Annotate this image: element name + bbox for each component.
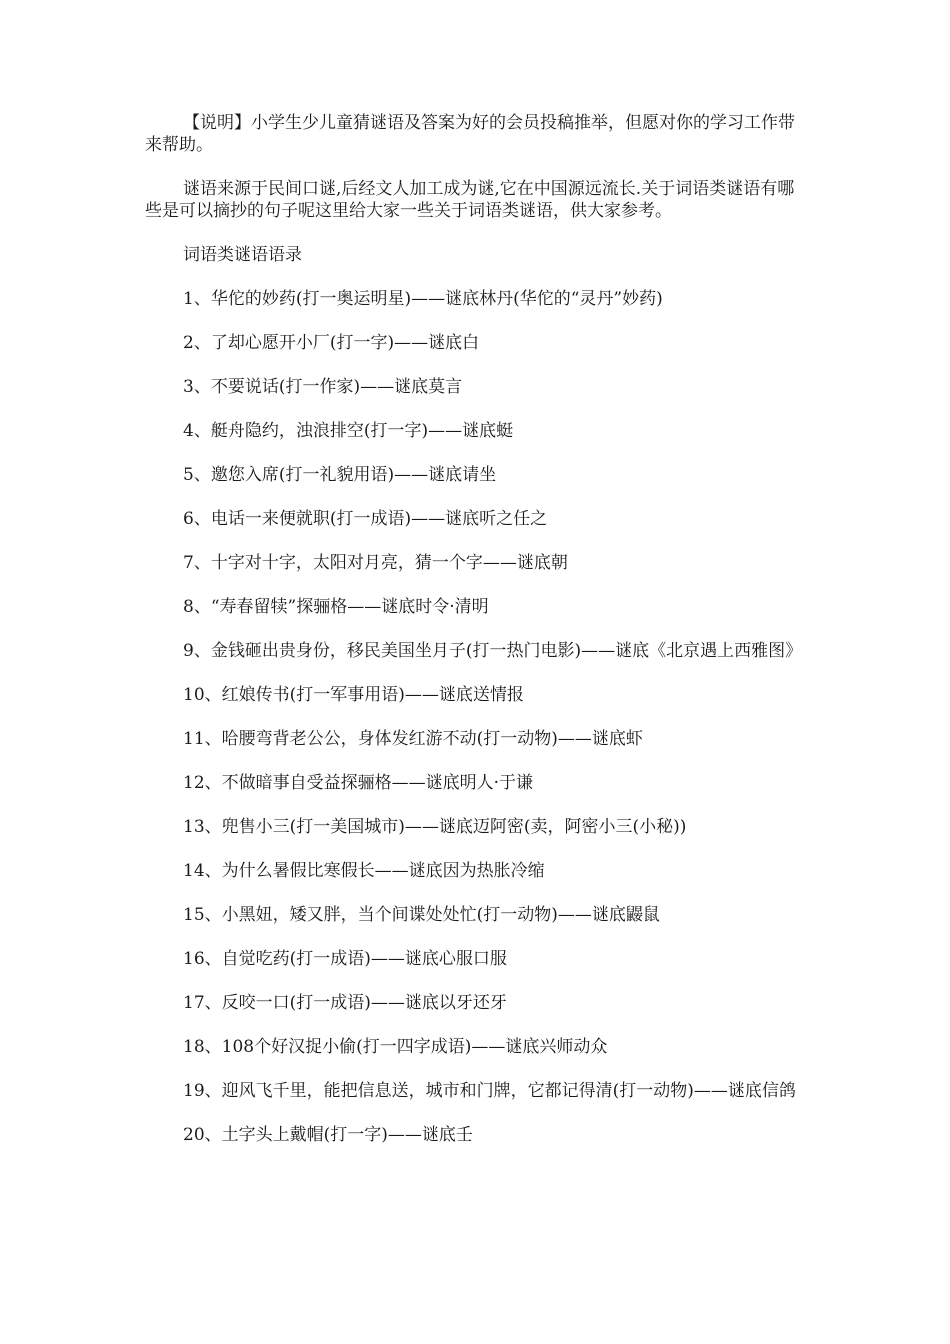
riddle-item: 11、哈腰弯背老公公，身体发红游不动(打一动物)——谜底虾 [183,729,643,749]
riddle-item: 5、邀您入席(打一礼貌用语)——谜底请坐 [183,465,497,485]
riddle-item: 20、土字头上戴帽(打一字)——谜底壬 [183,1125,473,1145]
riddle-item: 18、108个好汉捉小偷(打一四字成语)——谜底兴师动众 [183,1037,608,1057]
riddle-item: 9、金钱砸出贵身份，移民美国坐月子(打一热门电影)——谜底《北京遇上西雅图》 [183,641,803,661]
section-title: 词语类谜语语录 [183,245,302,265]
riddle-item: 19、迎风飞千里，能把信息送，城市和门牌，它都记得清(打一动物)——谜底信鸽 [183,1081,796,1101]
riddle-item: 15、小黑妞，矮又胖，当个间谍处处忙(打一动物)——谜底鼹鼠 [183,905,660,925]
riddle-item: 13、兜售小三(打一美国城市)——谜底迈阿密(卖，阿密小三(小秘)) [183,817,687,837]
riddle-item: 8、“寿春留犊”探骊格——谜底时令·清明 [183,597,489,617]
riddle-item: 16、自觉吃药(打一成语)——谜底心服口服 [183,949,507,969]
riddle-item: 3、不要说话(打一作家)——谜底莫言 [183,377,463,397]
riddle-item: 12、不做暗事自受益探骊格——谜底明人·于谦 [183,773,534,793]
riddle-item: 17、反咬一口(打一成语)——谜底以牙还牙 [183,993,507,1013]
riddle-item: 10、红娘传书(打一军事用语)——谜底送情报 [183,685,524,705]
riddle-item: 6、电话一来便就职(打一成语)——谜底听之任之 [183,509,548,529]
riddle-item: 14、为什么暑假比寒假长——谜底因为热胀冷缩 [183,861,545,881]
riddle-item: 4、艇舟隐约，浊浪排空(打一字)——谜底蜓 [183,421,514,441]
riddle-item: 2、了却心愿开小厂(打一字)——谜底白 [183,333,480,353]
riddle-item: 7、十字对十字，太阳对月亮，猜一个字——谜底朝 [183,553,568,573]
riddle-item: 1、华佗的妙药(打一奥运明星)——谜底林丹(华佗的“灵丹”妙药) [183,289,663,309]
intro-note: 【说明】小学生少儿童猜谜语及答案为好的会员投稿推举，但愿对你的学习工作带来帮助。 [145,113,795,155]
document-page [145,112,805,1168]
intro-background: 谜语来源于民间口谜,后经文人加工成为谜,它在中国源远流长.关于词语类谜语有哪些是可以摘抄的句子呢这里给大家一些关于词语类谜语，供大家参考。 [145,179,795,221]
